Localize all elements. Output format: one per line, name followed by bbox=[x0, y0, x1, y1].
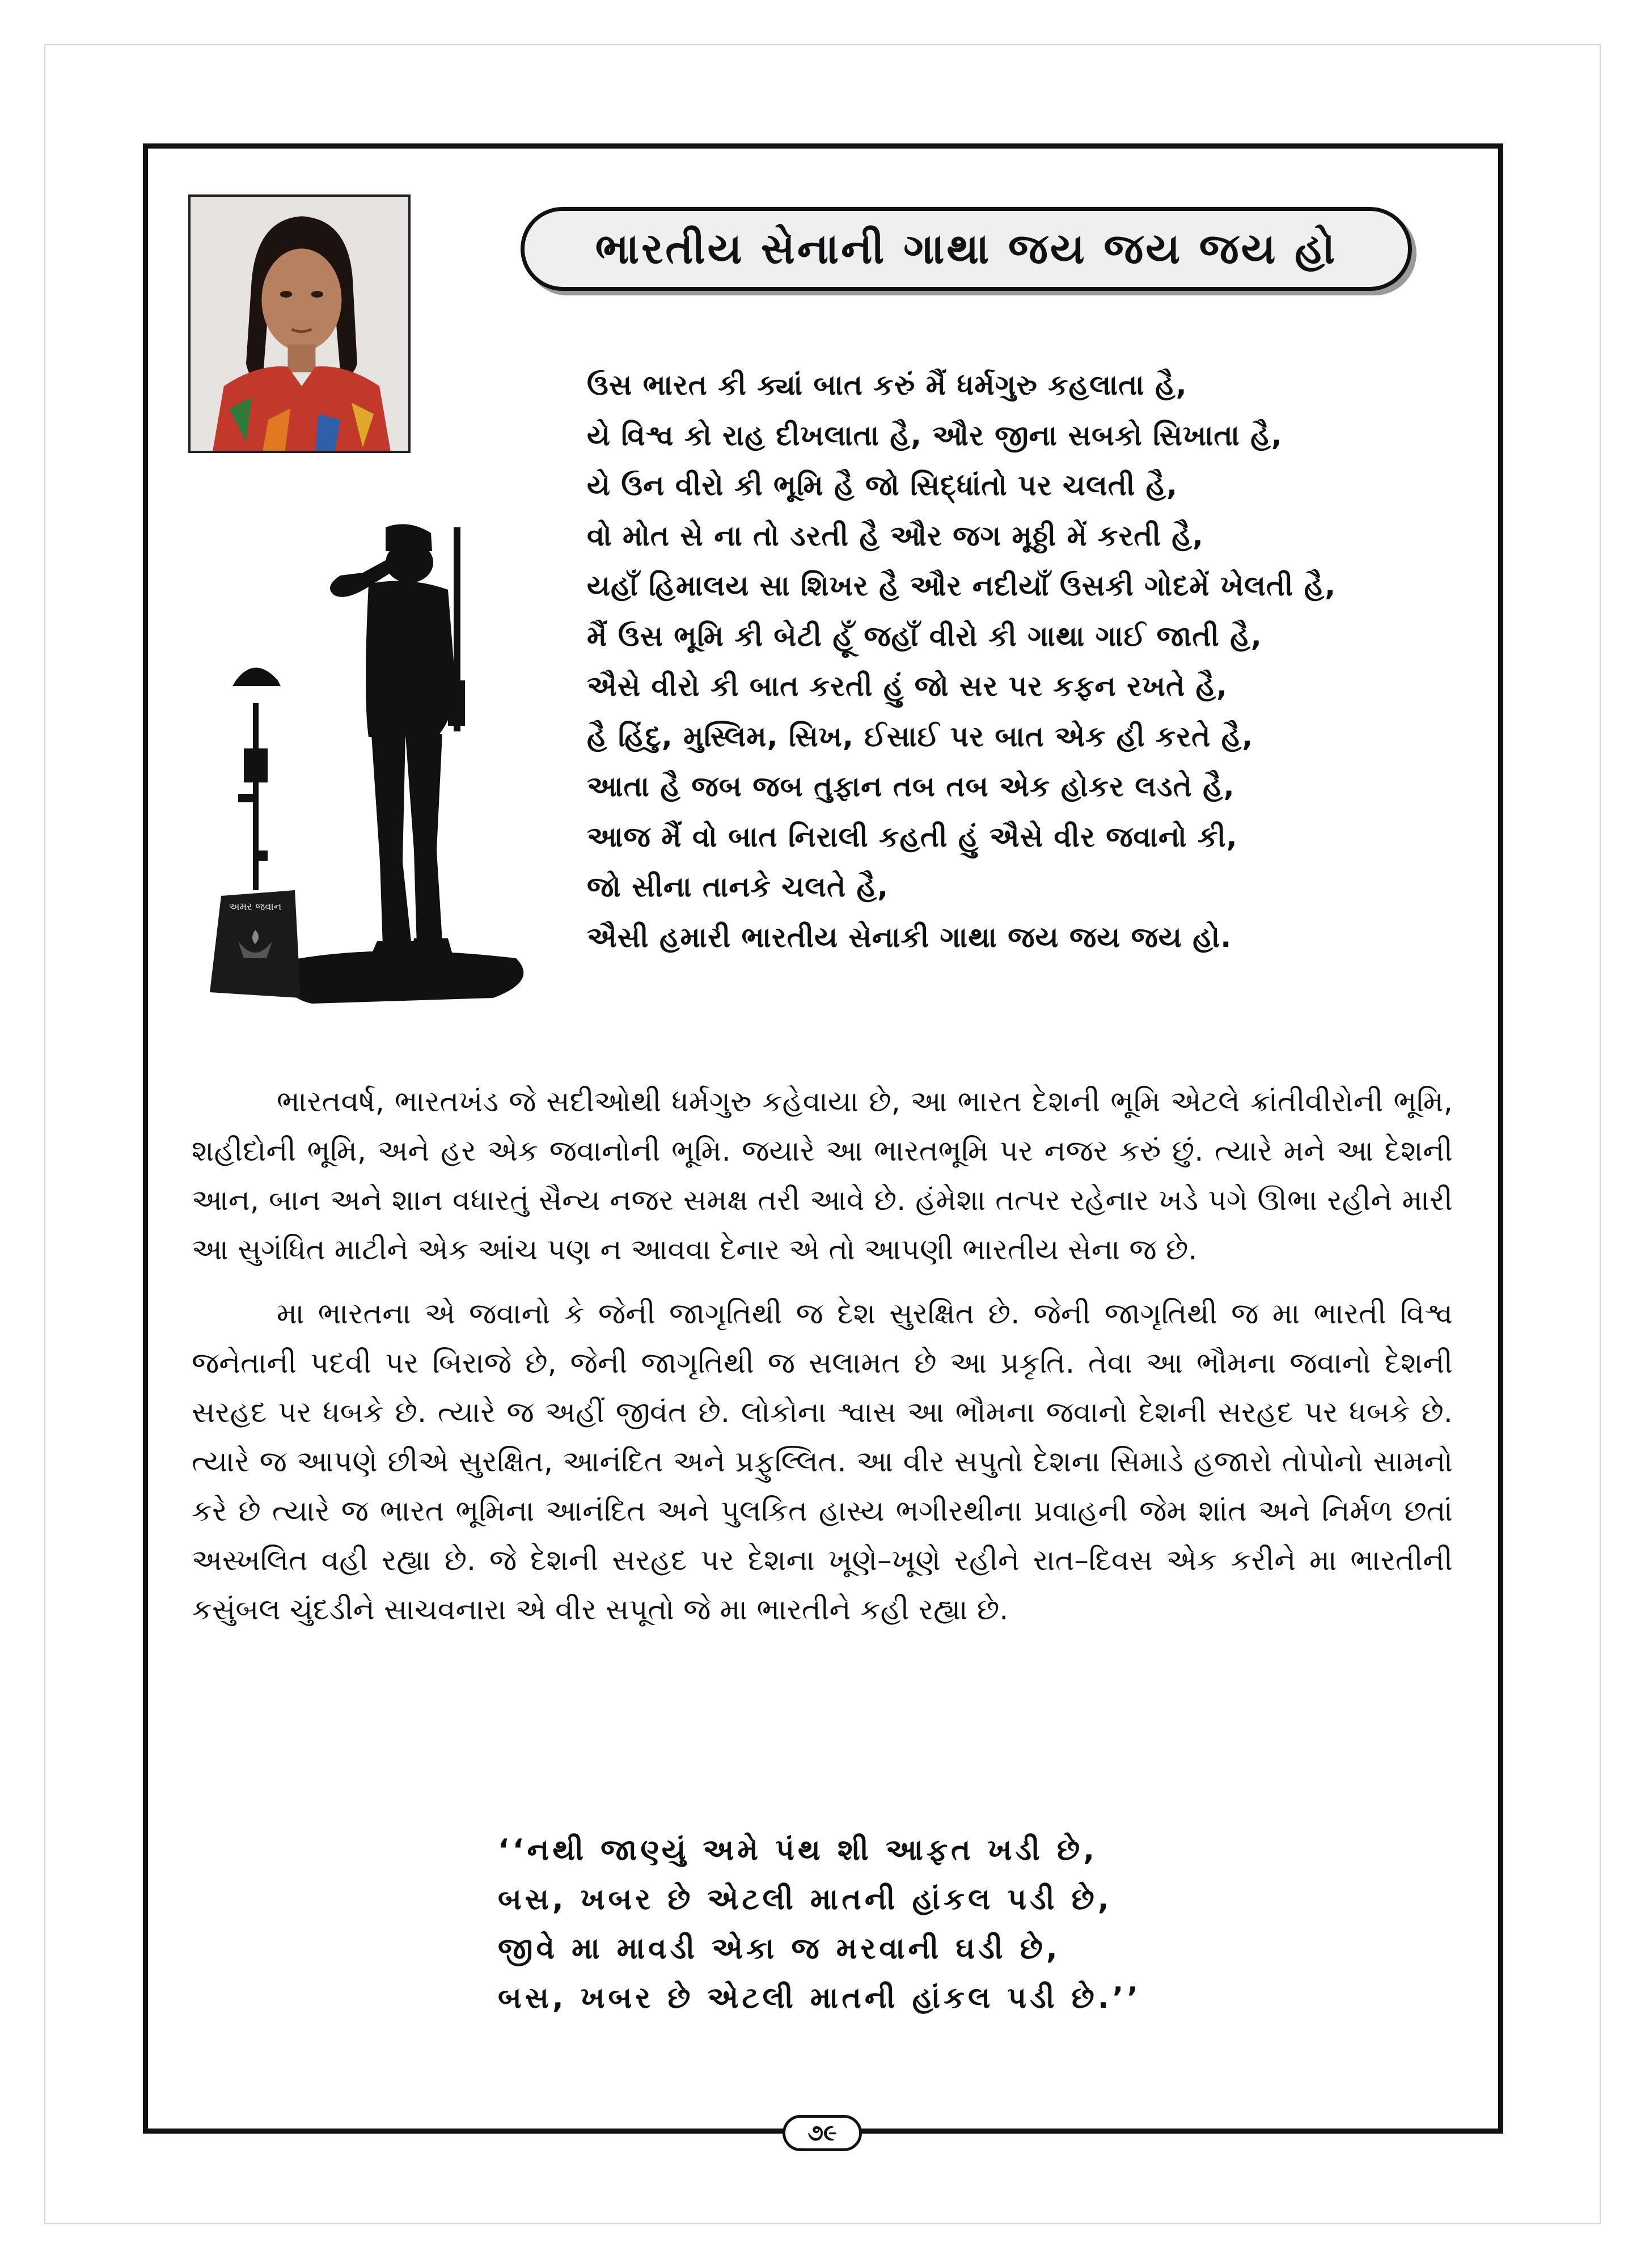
verse-line: બસ, ખબર છે એટલી માતની હાંકલ પડી છે.’’ bbox=[498, 1981, 1142, 2015]
helmet-icon bbox=[232, 668, 281, 687]
poem-line: વો મોત સે ના તો ડરતી હૈ ઔર જગ મૂઠ્ઠી મેં કરતી હૈ, bbox=[587, 519, 1204, 552]
paragraph: ભારતવર્ષ, ભારતખંડ જે સદીઓથી ધર્મગુરુ કહેવાયા છે, આ ભારત દેશની ભૂમિ એટલે ક્રાંતીવીરોની ભૂમિ, શહીદોની ભૂમિ, અને હર એક જવાનોની ભૂમિ. જયારે આ ભારતભૂમિ પર નજર કરું છું. ત્યારે મને આ દેશની આન, બાન અને શાન વધારતું સૈન્ય નજર સમક્ષ તરી આવે છે. હંમેશા તત્પર રહેનાર ખડે પગે ઊભા રહીને મારી આ સુગંધિત માટીને એક આંચ પણ ન આવવા દેનાર એ તો આપણી ભારતીય સેના જ છે. bbox=[192, 1085, 1453, 1267]
poem-line: ઐસી હમારી ભારતીય સેનાકી ગાથા જય જય જય હો. bbox=[587, 920, 1232, 954]
paragraph: મા ભારતના એ જવાનો કે જેની જાગૃતિથી જ દેશ સુરક્ષિત છે. જેની જાગૃતિથી જ મા ભારતી વિશ્વ જનેતાની પદવી પર બિરાજે છે, જેની જાગૃતિથી જ સલામત છે આ પ્રકૃતિ. તેવા આ ભૌમના જવાનો દેશની સરહદ પર ધબકે છે. ત્યારે જ અહીં જીવંત છે. લોકોના શ્વાસ આ ભૌમના જવાનો દેશની સરહદ પર ધબકે છે. ત્યારે જ આપણે છીએ સુરક્ષિત, આનંદિત અને પ્રફુલ્લિત. આ વીર સપુતો દેશના સિમાડે હજારો તોપોનો સામનો કરે છે ત્યારે જ ભારત ભૂમિના આનંદિત અને પુલકિત હાસ્ય ભગીરથીના પ્રવાહની જેમ શાંત અને નિર્મળ છતાં અસ્ખલિત વહી રહ્યા છે. જે દેશની સરહદ પર દેશના ખૂણે–ખૂણે રહીને રાત–દિવસ એક કરીને મા ભારતીની કસુંબલ ચુંદડીને સાચવનારા એ વીર સપૂતો જે મા ભારતીને કહી રહ્યા છે. bbox=[192, 1297, 1453, 1627]
poem-line: આજ મૈં વો બાત નિરાલી કહતી હું ઐસે વીર જવાનો કી, bbox=[587, 820, 1238, 853]
poem-line: ઉસ ભારત કી ક્યાં બાત કરું મૈં ધર્મગુરુ કહલાતા હૈ, bbox=[587, 369, 1187, 401]
closing-verse bbox=[498, 1826, 1235, 2023]
author-photo bbox=[188, 194, 411, 453]
poem-line: ઐસે વીરો કી બાત કરતી હું જો સર પર કફન રખતે હૈ, bbox=[587, 670, 1228, 703]
verse-line: બસ, ખબર છે એટલી માતની હાંકલ પડી છે, bbox=[498, 1882, 1113, 1916]
poem-line: હૈ હિંદુ, મુસ્લિમ, સિખ, ઈસાઈ પર બાત એક હી કરતે હૈ, bbox=[587, 720, 1254, 753]
poem-line: મૈં ઉસ ભૂમિ કી બેટી હૂઁ જહાઁ વીરો કી ગાથા ગાઈ જાતી હૈ, bbox=[587, 619, 1262, 653]
page-title: ભારતીય સેનાની ગાથા જય જય જય હો bbox=[595, 224, 1338, 273]
poem-line: આતા હૈ જબ જબ તુફાન તબ તબ એક હોકર લડતે હૈ, bbox=[587, 770, 1235, 803]
poem-line: યહાઁ હિમાલય સા શિખર હૈ ઔર નદીયાઁ ઉસકી ગોદમેં ખેલતી હૈ, bbox=[587, 569, 1337, 602]
poem-line: જો સીના તાનકે ચલતે હૈ, bbox=[587, 870, 889, 903]
verse-line: ‘‘નથી જાણ્યું અમે પંથ શી આફત ખડી છે, bbox=[498, 1833, 1098, 1867]
verse-line: જીવે મા માવડી એકા જ મરવાની ઘડી છે, bbox=[498, 1932, 1061, 1966]
title-banner bbox=[521, 207, 1412, 291]
article-body bbox=[192, 1077, 1453, 1649]
soldier-salute-illustration bbox=[198, 510, 539, 1021]
poem-line: યે ઉન વીરો કી ભૂમિ હૈ જો સિદ્ધાંતો પર ચલતી હૈ, bbox=[587, 469, 1178, 502]
poem bbox=[587, 360, 1494, 962]
poem-line: યે વિશ્વ કો રાહ દીખલાતા હૈ, ઔર જીના સબકો સિખાતા હૈ, bbox=[587, 418, 1283, 452]
page-number: ૭૯ bbox=[783, 2115, 862, 2151]
memorial-inscription: અમર જવાન bbox=[229, 901, 282, 913]
